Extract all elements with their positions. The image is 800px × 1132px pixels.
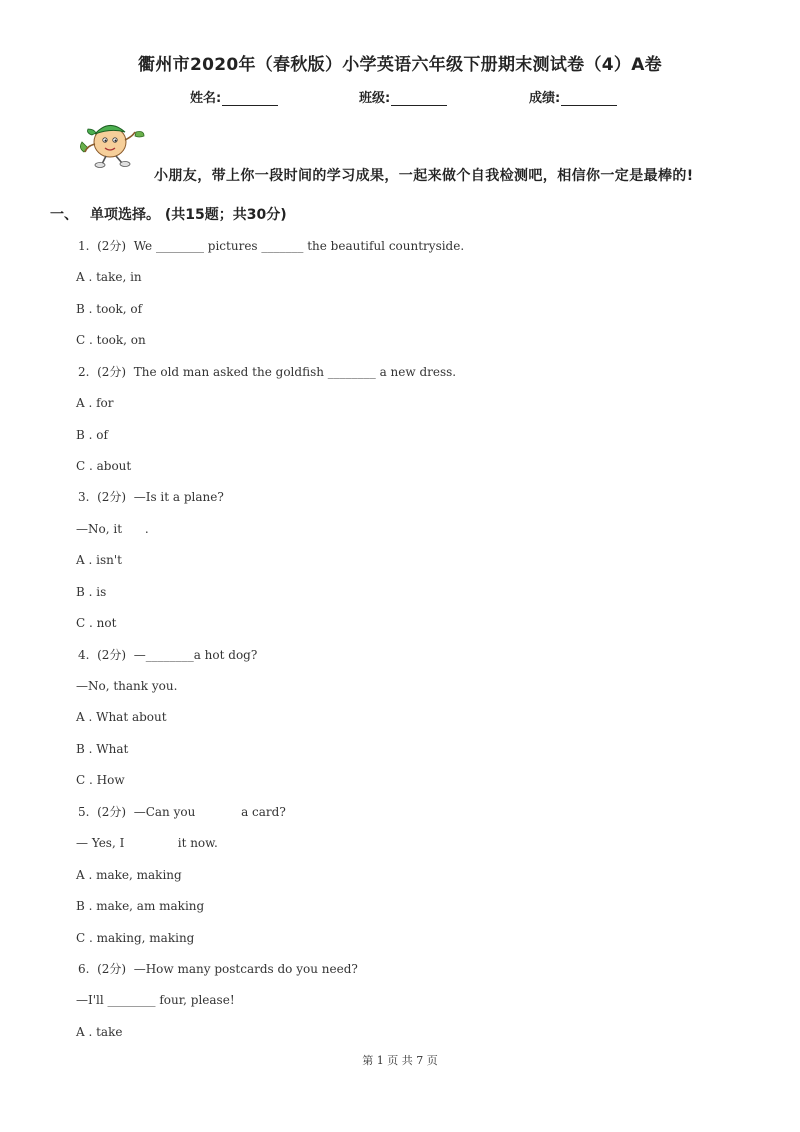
page-footer: 第 1 页 共 7 页 [362, 1054, 438, 1067]
score-field [529, 87, 617, 106]
q4-option-b: B . What [76, 742, 129, 756]
q2-option-a: A . for [76, 396, 114, 410]
score-blank [561, 92, 617, 106]
q5-option-a: A . make, making [76, 868, 182, 882]
q5-option-b: B . make, am making [76, 899, 205, 913]
class-blank [391, 92, 447, 106]
question-4: 4. (2分) —________a hot dog? [78, 648, 258, 662]
name-field [190, 87, 278, 106]
q4-option-a: A . What about [76, 710, 167, 724]
section-number: 一、 [50, 207, 78, 223]
question-2: 2. (2分) The old man asked the goldfish ________ a new dress. [78, 365, 457, 379]
question-6: 6. (2分) —How many postcards do you need? [78, 962, 358, 976]
mascot-cartoon-icon [78, 114, 146, 170]
q2-option-b: B . of [76, 428, 108, 442]
encouragement-text: 小朋友，带上你一段时间的学习成果，一起来做个自我检测吧，相信你一定是最棒的! [154, 168, 694, 184]
question-1: 1. (2分) We ________ pictures _______ the beautiful countryside. [78, 239, 465, 253]
q6-option-a: A . take [76, 1025, 123, 1039]
q6-dialogue-reply: —I'll ________ four, please! [76, 993, 235, 1007]
question-5: 5. (2分) —Can you a card? [78, 805, 286, 819]
q3-dialogue-reply: —No, it . [76, 522, 149, 536]
score-label: 成绩: [529, 91, 561, 106]
section-heading [50, 204, 287, 224]
name-label: 姓名: [190, 91, 222, 106]
q4-option-c: C . How [76, 773, 125, 787]
section-title: 单项选择。 (共15题；共30分) [90, 207, 287, 223]
q3-option-b: B . is [76, 585, 107, 599]
question-3: 3. (2分) —Is it a plane? [78, 490, 224, 504]
class-label: 班级: [359, 91, 391, 106]
q1-option-c: C . took, on [76, 333, 146, 347]
q5-dialogue-reply: — Yes, I it now. [76, 836, 218, 850]
page-title: 衢州市2020年（春秋版）小学英语六年级下册期末测试卷（4）A卷 [138, 55, 662, 75]
q3-option-a: A . isn't [76, 553, 122, 567]
name-blank [222, 92, 278, 106]
q3-option-c: C . not [76, 616, 117, 630]
q2-option-c: C . about [76, 459, 132, 473]
q1-option-b: B . took, of [76, 302, 143, 316]
q5-option-c: C . making, making [76, 931, 195, 945]
student-info-row [0, 87, 800, 105]
q1-option-a: A . take, in [76, 270, 142, 284]
class-field [359, 87, 447, 106]
q4-dialogue-reply: —No, thank you. [76, 679, 178, 693]
